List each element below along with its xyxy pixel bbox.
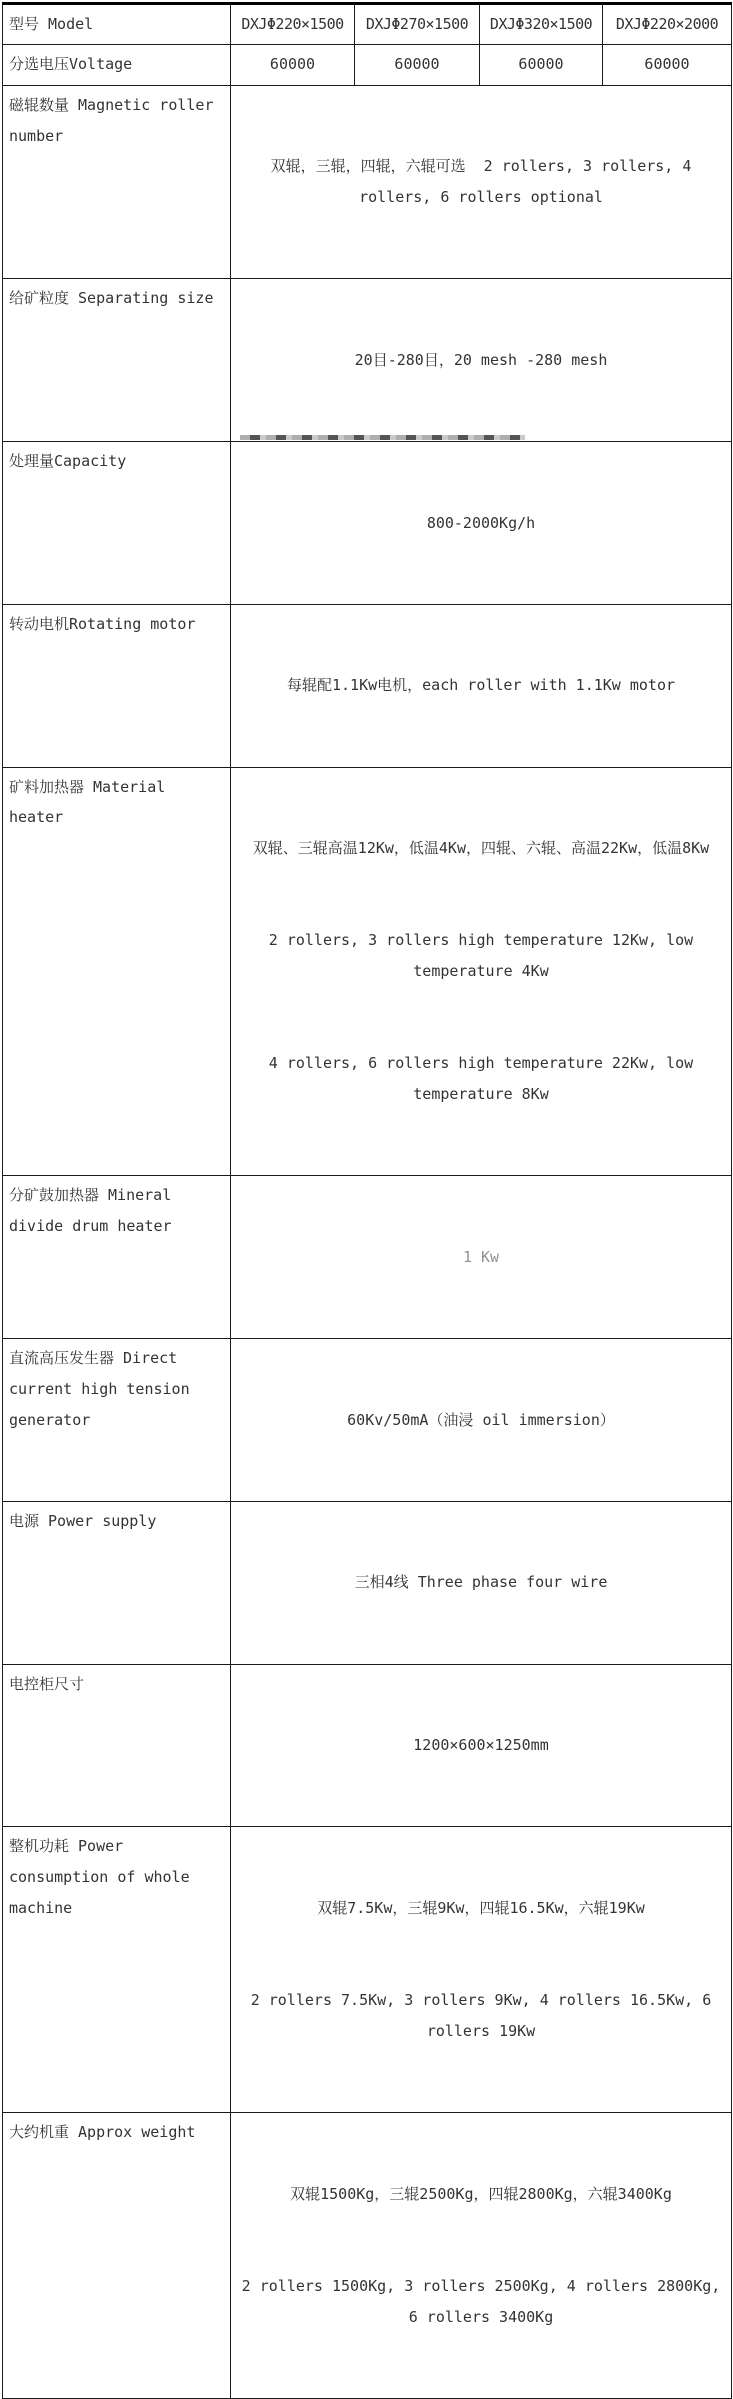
value-paragraph: 三相4线 Three phase four wire <box>354 1573 608 1592</box>
value-paragraph: 双辊1500Kg，三辊2500Kg，四辊2800Kg，六辊3400Kg <box>290 2184 672 2203</box>
value-paragraph: 2 rollers 7.5Kw, 3 rollers 9Kw, 4 rollers 16.5Kw, 6 rollers 19Kw <box>250 1991 721 2040</box>
value-paragraph: 4 rollers, 6 rollers high temperature 22Kw, low temperature 8Kw <box>268 1054 703 1103</box>
row-value-material-heater <box>231 767 732 1176</box>
row-label-high-tension-generator: 直流高压发生器 Direct current high tension generator <box>3 1339 231 1502</box>
row-label-power-consumption: 整机功耗 Power consumption of whole machine <box>3 1827 231 2113</box>
row-label-mineral-divide-drum-heater: 分矿鼓加热器 Mineral divide drum heater <box>3 1176 231 1339</box>
voltage-value-2: 60000 <box>355 44 480 85</box>
row-value-power-consumption <box>231 1827 732 2113</box>
model-value-4: DXJΦ220×2000 <box>603 4 732 45</box>
voltage-value-4: 60000 <box>603 44 732 85</box>
table-row-separating-size <box>3 279 732 442</box>
value-paragraph: 双辊、三辊高温12Kw，低温4Kw，四辊、六辊、高温22Kw，低温8Kw <box>252 839 710 857</box>
row-label-power-supply: 电源 Power supply <box>3 1501 231 1664</box>
row-label-capacity: 处理量Capacity <box>3 442 231 605</box>
row-label-magnetic-roller-number: 磁辊数量 Magnetic roller number <box>3 85 231 279</box>
value-paragraph: 2 rollers 1500Kg, 3 rollers 2500Kg, 4 rollers 2800Kg, 6 rollers 3400Kg <box>241 2276 730 2326</box>
row-value-capacity <box>231 442 732 605</box>
model-value-1: DXJΦ220×1500 <box>231 4 355 45</box>
table-row-power-supply <box>3 1501 732 1664</box>
value-paragraph: 双辊7.5Kw，三辊9Kw，四辊16.5Kw，六辊19Kw <box>317 1898 645 1917</box>
row-value-magnetic-roller-number <box>231 85 732 279</box>
row-value-mineral-divide-drum-heater <box>231 1176 732 1339</box>
table-row-mineral-divide-drum-heater <box>3 1176 732 1339</box>
row-value-rotating-motor <box>231 604 732 767</box>
table-row-material-heater <box>3 767 732 1176</box>
table-row-voltage <box>3 44 732 85</box>
table-row-cabinet-size <box>3 1664 732 1827</box>
row-label-model: 型号 Model <box>3 4 231 45</box>
voltage-value-1: 60000 <box>231 44 355 85</box>
spec-table <box>2 2 732 2399</box>
row-label-material-heater: 矿料加热器 Material heater <box>3 767 231 1176</box>
table-row-high-tension-generator <box>3 1339 732 1502</box>
table-row-magnetic-roller-number <box>3 85 732 279</box>
table-row-rotating-motor <box>3 604 732 767</box>
table-row-power-consumption <box>3 1827 732 2113</box>
table-row-capacity <box>3 442 732 605</box>
model-value-3: DXJΦ320×1500 <box>480 4 603 45</box>
value-paragraph: 双辊，三辊，四辊，六辊可选 2 rollers, 3 rollers, 4 rollers, 6 rollers optional <box>270 157 701 206</box>
value-paragraph: 2 rollers, 3 rollers high temperature 12Kw, low temperature 4Kw <box>268 931 703 980</box>
voltage-value-3: 60000 <box>480 44 603 85</box>
value-paragraph: 800-2000Kg/h <box>426 513 536 532</box>
row-label-approx-weight: 大约机重 Approx weight <box>3 2113 231 2399</box>
row-value-power-supply <box>231 1501 732 1664</box>
value-paragraph: 20目-280目，20 mesh -280 mesh <box>354 350 608 369</box>
row-label-cabinet-size: 电控柜尺寸 <box>3 1664 231 1827</box>
row-label-rotating-motor: 转动电机Rotating motor <box>3 604 231 767</box>
table-row-model <box>3 4 732 45</box>
row-value-separating-size <box>231 279 732 442</box>
value-paragraph: 1 Kw <box>462 1247 500 1266</box>
model-value-2: DXJΦ270×1500 <box>355 4 480 45</box>
row-label-separating-size: 给矿粒度 Separating size <box>3 279 231 442</box>
value-paragraph: 60Kv/50mA（油浸 oil immersion） <box>347 1410 615 1429</box>
value-paragraph: 1200×600×1250mm <box>413 1736 549 1754</box>
table-row-approx-weight <box>3 2113 732 2399</box>
row-value-approx-weight <box>231 2113 732 2399</box>
value-paragraph: 每辊配1.1Kw电机，each roller with 1.1Kw motor <box>286 676 676 695</box>
row-value-high-tension-generator <box>231 1339 732 1502</box>
row-label-voltage: 分选电压Voltage <box>3 44 231 85</box>
row-value-cabinet-size <box>231 1664 732 1827</box>
